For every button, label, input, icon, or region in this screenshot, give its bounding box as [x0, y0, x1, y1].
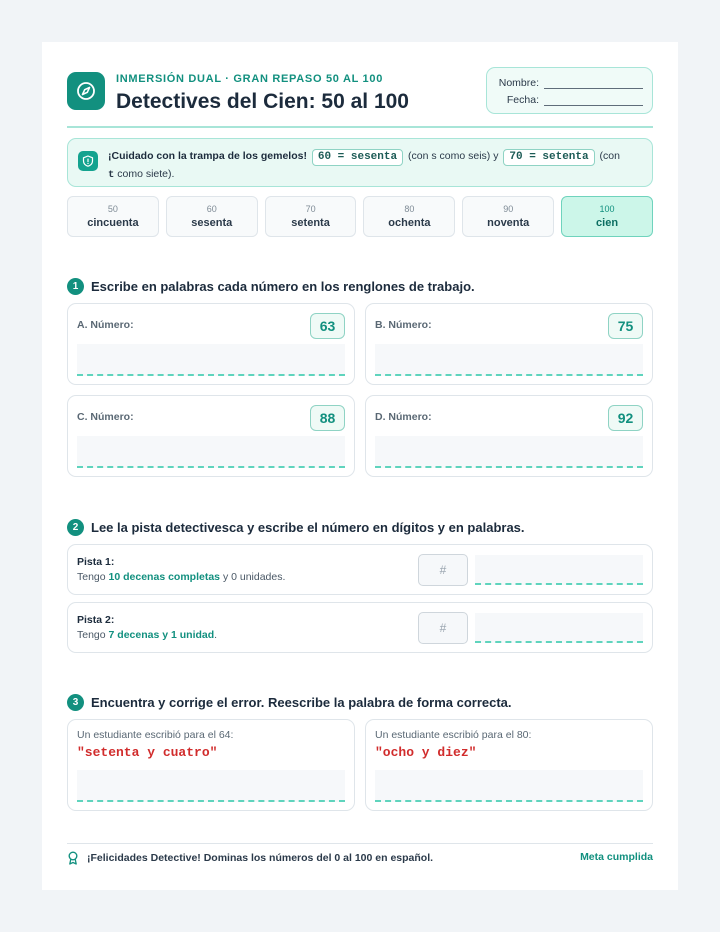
correction-line[interactable]: [375, 770, 643, 802]
clue-row-2: [67, 602, 653, 653]
word-answer-line[interactable]: [475, 555, 643, 585]
page-title: Detectives del Cien: 50 al 100: [116, 90, 409, 113]
worksheet-page: [42, 42, 678, 890]
section-number: 3: [67, 694, 84, 711]
tip-callout: [67, 138, 653, 187]
chip-number: 100: [599, 204, 615, 214]
tip-text: [108, 148, 628, 183]
chip-70: [265, 196, 357, 237]
exercise-label: B. Número:: [375, 319, 432, 331]
header-divider: [67, 126, 653, 128]
clue-text-post: .: [214, 629, 218, 641]
wrong-answer: "ocho y diez": [375, 745, 477, 760]
clue-text-post: y 0 unidades.: [222, 571, 286, 583]
clue-text-pre: Tengo: [77, 629, 106, 641]
section-number: 2: [67, 519, 84, 536]
footer-divider: [67, 843, 653, 844]
chip-number: 80: [404, 204, 415, 214]
number-badge: 92: [608, 405, 643, 431]
clue-highlight: 10 decenas completas: [108, 571, 221, 583]
section-title: Encuentra y corrige el error. Reescribe la palabra de forma correcta.: [91, 695, 512, 710]
clue-text-pre: Tengo: [77, 571, 106, 583]
footer-status: Meta cumplida: [580, 851, 653, 863]
chip-word: noventa: [487, 217, 530, 229]
digit-input[interactable]: #: [418, 554, 468, 586]
tip-code-setenta: 70 = setenta: [503, 149, 594, 166]
clue-text: [77, 571, 285, 583]
award-icon: [67, 851, 79, 865]
exercise-card-b: [365, 303, 653, 385]
exercise-label: A. Número:: [77, 319, 134, 331]
clue-title: Pista 2:: [77, 614, 115, 626]
chip-number: 60: [206, 204, 217, 214]
shield-icon: [78, 151, 98, 171]
chip-80: [363, 196, 455, 237]
chip-word: setenta: [291, 217, 330, 229]
chip-number: 50: [107, 204, 118, 214]
error-prompt: Un estudiante escribió para el 80:: [375, 729, 532, 741]
date-field[interactable]: [544, 105, 643, 106]
chip-number: 70: [305, 204, 316, 214]
clue-row-1: [67, 544, 653, 595]
correction-line[interactable]: [77, 770, 345, 802]
error-prompt: Un estudiante escribió para el 64:: [77, 729, 234, 741]
number-badge: 63: [310, 313, 345, 339]
digit-input[interactable]: #: [418, 612, 468, 644]
chip-50: [67, 196, 159, 237]
chip-number: 90: [503, 204, 514, 214]
section-1-heading: [67, 278, 475, 295]
footer-message: [67, 851, 433, 865]
section-2-heading: [67, 519, 525, 536]
section-3-heading: [67, 694, 512, 711]
error-card-2: [365, 719, 653, 811]
name-field[interactable]: [544, 88, 643, 89]
error-card-1: [67, 719, 355, 811]
chip-word: sesenta: [191, 217, 233, 229]
section-number: 1: [67, 278, 84, 295]
name-label: Nombre:: [498, 77, 539, 89]
wrong-answer: "setenta y cuatro": [77, 745, 218, 760]
chip-60: [166, 196, 258, 237]
tip-end-letter: t: [108, 169, 115, 181]
chip-word: cien: [596, 217, 619, 229]
chip-100: [561, 196, 653, 237]
tip-end-post: como siete).: [117, 168, 175, 180]
tip-title: ¡Cuidado con la trampa de los gemelos!: [108, 150, 307, 162]
answer-line[interactable]: [375, 344, 643, 376]
chip-word: ochenta: [388, 217, 431, 229]
tip-code-sesenta: 60 = sesenta: [312, 149, 403, 166]
number-reference-strip: [67, 196, 653, 237]
clue-highlight: 7 decenas y 1 unidad: [108, 629, 215, 641]
exercise-card-d: [365, 395, 653, 477]
clue-text: [77, 629, 217, 641]
worksheet-kicker: INMERSIÓN DUAL · GRAN REPASO 50 AL 100: [116, 73, 384, 85]
name-date-box: [486, 67, 653, 114]
tip-middle: (con s como seis) y: [408, 150, 499, 162]
compass-icon: [67, 72, 105, 110]
answer-line[interactable]: [77, 344, 345, 376]
number-badge: 88: [310, 405, 345, 431]
number-badge: 75: [608, 313, 643, 339]
chip-word: cincuenta: [87, 217, 139, 229]
date-label: Fecha:: [506, 94, 539, 106]
word-answer-line[interactable]: [475, 613, 643, 643]
section-title: Lee la pista detectivesca y escribe el número en dígitos y en palabras.: [91, 520, 525, 535]
answer-line[interactable]: [77, 436, 345, 468]
section-title: Escribe en palabras cada número en los renglones de trabajo.: [91, 279, 475, 294]
tip-end-pre: (con: [599, 150, 620, 162]
exercise-card-c: [67, 395, 355, 477]
exercise-label: C. Número:: [77, 411, 134, 423]
clue-title: Pista 1:: [77, 556, 115, 568]
exercise-card-a: [67, 303, 355, 385]
exercise-label: D. Número:: [375, 411, 432, 423]
footer-message-text: ¡Felicidades Detective! Dominas los números del 0 al 100 en español.: [87, 852, 434, 864]
answer-line[interactable]: [375, 436, 643, 468]
chip-90: [462, 196, 554, 237]
